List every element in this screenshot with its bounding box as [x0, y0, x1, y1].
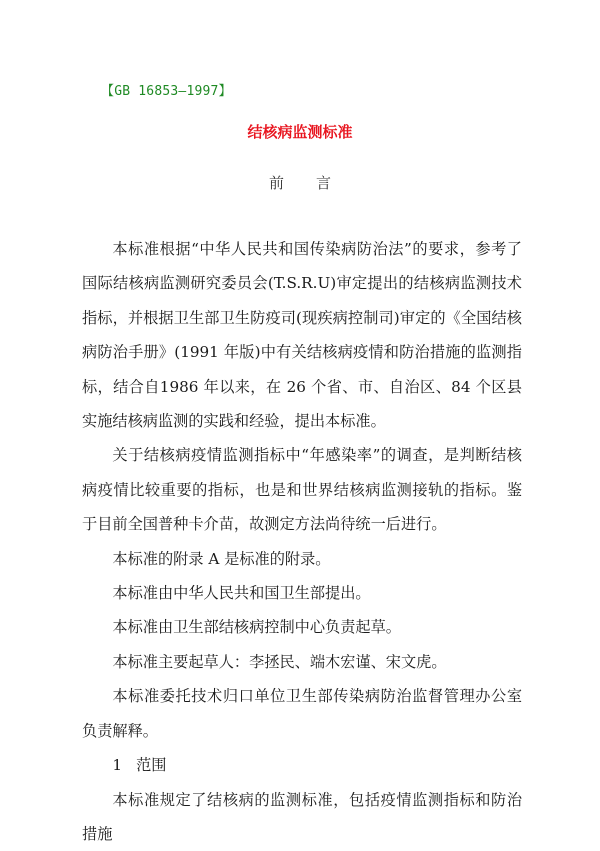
- clause-number: 1: [112, 756, 122, 774]
- section-heading-char-2: 言: [316, 172, 331, 193]
- clause-scope-text: 本标准规定了结核病的监测标准，包括疫情监测指标和防治措施: [82, 783, 522, 851]
- paragraph-infection-rate: 关于结核病疫情监测指标中“年感染率”的调查，是判断结核病疫情比较重要的指标，也是和世界结核病监测接轨的指标。鉴于目前全国普种卡介苗，故测定方法尚待统一后进行。: [82, 438, 522, 541]
- paragraph-proposer: 本标准由中华人民共和国卫生部提出。: [82, 576, 522, 610]
- document-title: 结核病监测标准: [0, 121, 600, 142]
- clause-title: 范围: [136, 756, 166, 774]
- clause-heading-scope: [82, 748, 522, 782]
- section-heading-foreword: [0, 172, 600, 193]
- document-body: [82, 232, 522, 851]
- paragraph-appendix: 本标准的附录 A 是标准的附录。: [82, 542, 522, 576]
- section-heading-char-1: 前: [269, 172, 284, 193]
- paragraph-drafter-org: 本标准由卫生部结核病控制中心负责起草。: [82, 610, 522, 644]
- standard-code: 【GB 16853—1997】: [101, 80, 232, 99]
- paragraph-interpretation: 本标准委托技术归口单位卫生部传染病防治监督管理办公室负责解释。: [82, 679, 522, 748]
- paragraph-basis: 本标准根据“中华人民共和国传染病防治法”的要求，参考了国际结核病监测研究委员会(T.S.R.U)审定提出的结核病监测技术指标，并根据卫生部卫生防疫司(现疾病控制司)审定的《全国结核病防治手册》(1991 年版)中有关结核病疫情和防治措施的监测指标，结合自1986 年以来，在 26 个省、市、自治区、84 个区县实施结核病监测的实践和经验，提出本标准。: [82, 232, 522, 438]
- paragraph-drafters: 本标准主要起草人：李拯民、端木宏谨、宋文虎。: [82, 645, 522, 679]
